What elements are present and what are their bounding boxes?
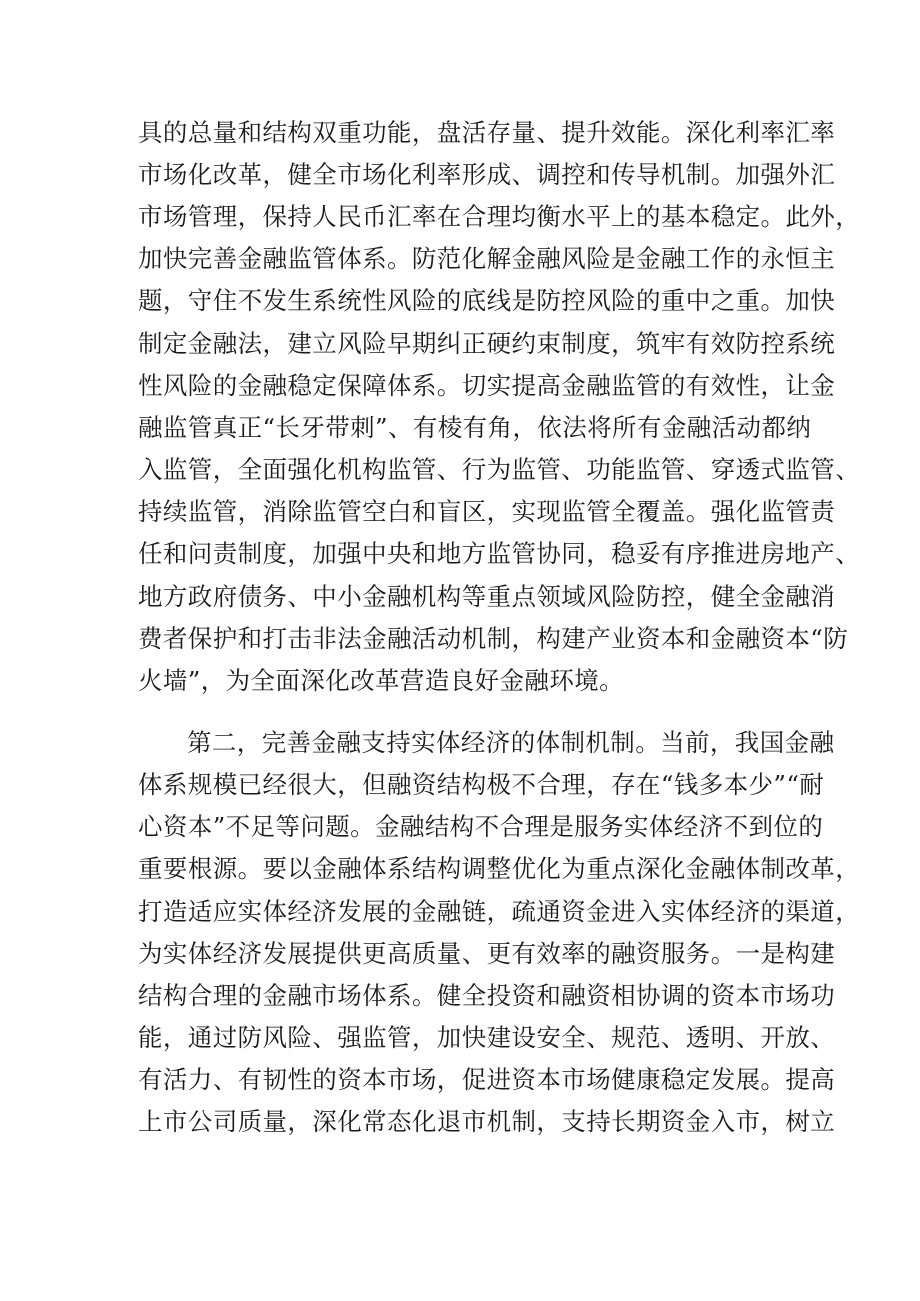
text-line: 市场化改革，健全市场化利率形成、调控和传导机制。加强外汇 (138, 160, 836, 189)
text-line: 结构合理的金融市场体系。健全投资和融资相协调的资本市场功 (138, 981, 836, 1010)
text-line: 地方政府债务、中小金融机构等重点领域风险防控，健全金融消 (138, 582, 836, 611)
text-line: 心资本”不足等问题。金融结构不合理是服务实体经济不到位的 (138, 812, 824, 841)
text-line: 打造适应实体经济发展的金融链，疏通资金进入实体经济的渠道， (138, 897, 861, 926)
text-line: 市场管理，保持人民币汇率在合理均衡水平上的基本稳定。此外， (138, 202, 861, 231)
text-line: 性风险的金融稳定保障体系。切实提高金融监管的有效性，让金 (138, 371, 836, 400)
paragraph-first-line: 第二，完善金融支持实体经济的体制机制。当前，我国金融 (187, 728, 835, 757)
text-line: 持续监管，消除监管空白和盲区，实现监管全覆盖。强化监管责 (138, 497, 836, 526)
text-line: 费者保护和打击非法金融活动机制，构建产业资本和金融资本“防 (138, 624, 849, 653)
text-line: 题，守住不发生系统性风险的底线是防控风险的重中之重。加快 (138, 286, 836, 315)
text-line: 入监管，全面强化机构监管、行为监管、功能监管、穿透式监管、 (138, 455, 861, 484)
text-line: 有活力、有韧性的资本市场，促进资本市场健康稳定发展。提高 (138, 1065, 836, 1094)
text-line: 具的总量和结构双重功能，盘活存量、提升效能。深化利率汇率 (138, 118, 836, 147)
text-line: 为实体经济发展提供更高质量、更有效率的融资服务。一是构建 (138, 939, 836, 968)
text-line: 上市公司质量，深化常态化退市机制，支持长期资金入市，树立 (138, 1107, 836, 1136)
text-line: 火墙”，为全面深化改革营造良好金融环境。 (138, 666, 625, 695)
text-line: 能，通过防风险、强监管，加快建设安全、规范、透明、开放、 (138, 1023, 836, 1052)
text-line: 融监管真正“长牙带刺”、有棱有角，依法将所有金融活动都纳 (138, 413, 812, 442)
text-line: 制定金融法，建立风险早期纠正硬约束制度，筑牢有效防控系统 (138, 329, 836, 358)
text-line: 加快完善金融监管体系。防范化解金融风险是金融工作的永恒主 (138, 244, 836, 273)
text-line: 任和问责制度，加强中央和地方监管协同，稳妥有序推进房地产、 (138, 539, 861, 568)
text-line: 体系规模已经很大，但融资结构极不合理，存在“钱多本少”“耐 (138, 770, 825, 799)
text-line: 重要根源。要以金融体系结构调整优化为重点深化金融体制改革， (138, 854, 861, 883)
